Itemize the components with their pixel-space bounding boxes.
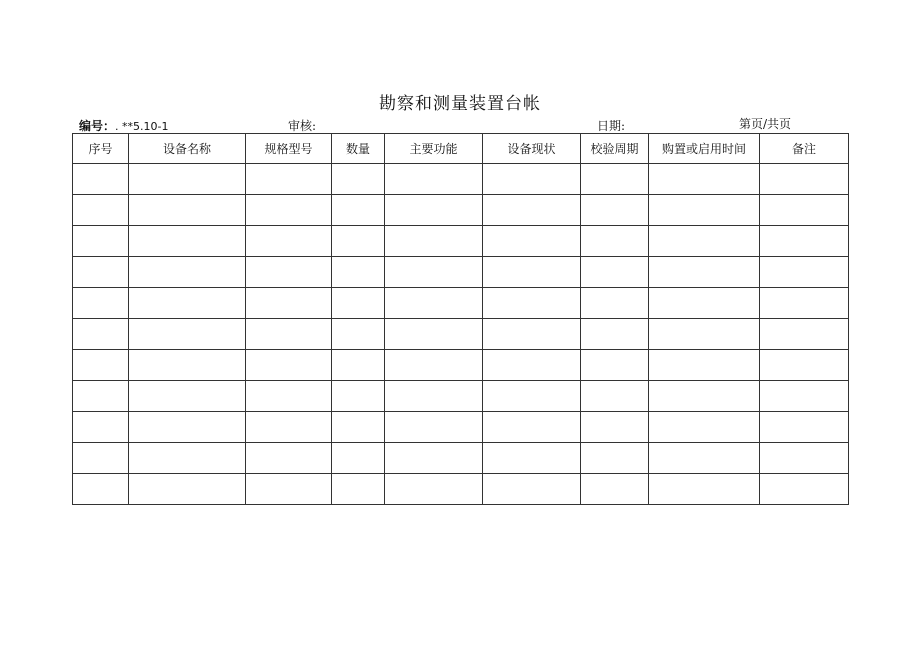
table-cell[interactable] bbox=[649, 381, 760, 412]
table-cell[interactable] bbox=[246, 257, 332, 288]
table-cell[interactable] bbox=[246, 288, 332, 319]
table-cell[interactable] bbox=[760, 412, 849, 443]
header-main-function: 主要功能 bbox=[385, 134, 483, 164]
table-cell[interactable] bbox=[73, 319, 129, 350]
table-cell[interactable] bbox=[332, 226, 385, 257]
table-cell[interactable] bbox=[581, 350, 649, 381]
table-cell[interactable] bbox=[73, 257, 129, 288]
table-cell[interactable] bbox=[246, 443, 332, 474]
table-cell[interactable] bbox=[483, 443, 581, 474]
table-cell[interactable] bbox=[760, 381, 849, 412]
table-cell[interactable] bbox=[649, 319, 760, 350]
table-cell[interactable] bbox=[73, 350, 129, 381]
table-cell[interactable] bbox=[483, 226, 581, 257]
table-row bbox=[73, 226, 849, 257]
table-cell[interactable] bbox=[649, 195, 760, 226]
table-cell[interactable] bbox=[332, 319, 385, 350]
table-cell[interactable] bbox=[483, 288, 581, 319]
table-cell[interactable] bbox=[246, 226, 332, 257]
table-cell[interactable] bbox=[649, 226, 760, 257]
table-cell[interactable] bbox=[483, 381, 581, 412]
table-cell[interactable] bbox=[385, 443, 483, 474]
table-cell[interactable] bbox=[385, 319, 483, 350]
table-cell[interactable] bbox=[760, 164, 849, 195]
table-cell[interactable] bbox=[483, 350, 581, 381]
table-row bbox=[73, 474, 849, 505]
table-cell[interactable] bbox=[129, 412, 246, 443]
equipment-ledger-table bbox=[72, 133, 849, 505]
table-cell[interactable] bbox=[649, 350, 760, 381]
table-cell[interactable] bbox=[581, 288, 649, 319]
table-cell[interactable] bbox=[246, 381, 332, 412]
table-cell[interactable] bbox=[760, 195, 849, 226]
table-cell[interactable] bbox=[73, 381, 129, 412]
table-cell[interactable] bbox=[332, 443, 385, 474]
table-cell[interactable] bbox=[581, 412, 649, 443]
table-body bbox=[73, 164, 849, 505]
table-cell[interactable] bbox=[385, 288, 483, 319]
table-cell[interactable] bbox=[385, 226, 483, 257]
table-row bbox=[73, 350, 849, 381]
table-row bbox=[73, 195, 849, 226]
table-cell[interactable] bbox=[332, 257, 385, 288]
table-cell[interactable] bbox=[129, 443, 246, 474]
table-cell[interactable] bbox=[385, 474, 483, 505]
review-label: 审核: bbox=[288, 119, 317, 133]
table-cell[interactable] bbox=[129, 350, 246, 381]
table-cell[interactable] bbox=[581, 257, 649, 288]
table-cell[interactable] bbox=[649, 164, 760, 195]
table-cell[interactable] bbox=[760, 226, 849, 257]
table-row bbox=[73, 257, 849, 288]
code-label: 编号： bbox=[79, 119, 116, 133]
table-row bbox=[73, 412, 849, 443]
table-cell[interactable] bbox=[581, 319, 649, 350]
table-cell[interactable] bbox=[246, 474, 332, 505]
table-cell[interactable] bbox=[649, 412, 760, 443]
table-cell[interactable] bbox=[332, 164, 385, 195]
table-cell[interactable] bbox=[649, 288, 760, 319]
table-cell[interactable] bbox=[129, 195, 246, 226]
table-cell[interactable] bbox=[385, 257, 483, 288]
table-cell[interactable] bbox=[73, 443, 129, 474]
table-row bbox=[73, 164, 849, 195]
table-cell[interactable] bbox=[332, 350, 385, 381]
table-cell[interactable] bbox=[73, 474, 129, 505]
table-cell[interactable] bbox=[385, 164, 483, 195]
table-cell[interactable] bbox=[385, 195, 483, 226]
table-cell[interactable] bbox=[73, 195, 129, 226]
table-cell[interactable] bbox=[129, 381, 246, 412]
table-cell[interactable] bbox=[760, 257, 849, 288]
table-cell[interactable] bbox=[483, 195, 581, 226]
header-equipment-status: 设备现状 bbox=[483, 134, 581, 164]
header-equipment-name: 设备名称 bbox=[129, 134, 246, 164]
table-cell[interactable] bbox=[332, 474, 385, 505]
table-cell[interactable] bbox=[129, 474, 246, 505]
header-purchase-date: 购置或启用时间 bbox=[649, 134, 760, 164]
table-row bbox=[73, 381, 849, 412]
table-cell[interactable] bbox=[760, 443, 849, 474]
table-cell[interactable] bbox=[760, 288, 849, 319]
table-cell[interactable] bbox=[581, 195, 649, 226]
table-cell[interactable] bbox=[760, 474, 849, 505]
table-cell[interactable] bbox=[129, 257, 246, 288]
header-quantity: 数量 bbox=[332, 134, 385, 164]
table-row bbox=[73, 443, 849, 474]
table-cell[interactable] bbox=[760, 319, 849, 350]
table-cell[interactable] bbox=[385, 350, 483, 381]
table-cell[interactable] bbox=[581, 164, 649, 195]
table-cell[interactable] bbox=[73, 412, 129, 443]
table-cell[interactable] bbox=[649, 474, 760, 505]
table-row bbox=[73, 319, 849, 350]
table-cell[interactable] bbox=[483, 412, 581, 443]
table-cell[interactable] bbox=[246, 412, 332, 443]
table-cell[interactable] bbox=[581, 226, 649, 257]
document-code bbox=[79, 117, 168, 134]
table-cell[interactable] bbox=[332, 288, 385, 319]
header-calibration-cycle: 校验周期 bbox=[581, 134, 649, 164]
table-cell[interactable] bbox=[760, 350, 849, 381]
table-cell[interactable] bbox=[483, 319, 581, 350]
table-cell[interactable] bbox=[246, 164, 332, 195]
table-cell[interactable] bbox=[581, 381, 649, 412]
table-cell[interactable] bbox=[385, 412, 483, 443]
table-cell[interactable] bbox=[649, 257, 760, 288]
header-model-spec: 规格型号 bbox=[246, 134, 332, 164]
table-cell[interactable] bbox=[246, 350, 332, 381]
table-cell[interactable] bbox=[483, 257, 581, 288]
table-cell[interactable] bbox=[581, 474, 649, 505]
table-cell[interactable] bbox=[332, 412, 385, 443]
header-serial-number: 序号 bbox=[73, 134, 129, 164]
table-cell[interactable] bbox=[129, 319, 246, 350]
table-cell[interactable] bbox=[129, 164, 246, 195]
table-cell[interactable] bbox=[385, 381, 483, 412]
table-row bbox=[73, 288, 849, 319]
table-cell[interactable] bbox=[581, 443, 649, 474]
page-count-label: 第页/共页 bbox=[739, 117, 792, 131]
table-cell[interactable] bbox=[649, 443, 760, 474]
table-cell[interactable] bbox=[246, 319, 332, 350]
table-cell[interactable] bbox=[73, 226, 129, 257]
table-cell[interactable] bbox=[483, 474, 581, 505]
table-header-row bbox=[73, 134, 849, 164]
table-cell[interactable] bbox=[129, 288, 246, 319]
table-cell[interactable] bbox=[246, 195, 332, 226]
table-cell[interactable] bbox=[332, 381, 385, 412]
table-cell[interactable] bbox=[483, 164, 581, 195]
date-label: 日期: bbox=[597, 119, 626, 133]
table-cell[interactable] bbox=[73, 288, 129, 319]
table-cell[interactable] bbox=[129, 226, 246, 257]
document-title: 勘察和测量装置台帐 bbox=[379, 94, 541, 114]
table-cell[interactable] bbox=[332, 195, 385, 226]
code-value: . **5.10-1 bbox=[115, 120, 169, 133]
table-cell[interactable] bbox=[73, 164, 129, 195]
header-remarks: 备注 bbox=[760, 134, 849, 164]
